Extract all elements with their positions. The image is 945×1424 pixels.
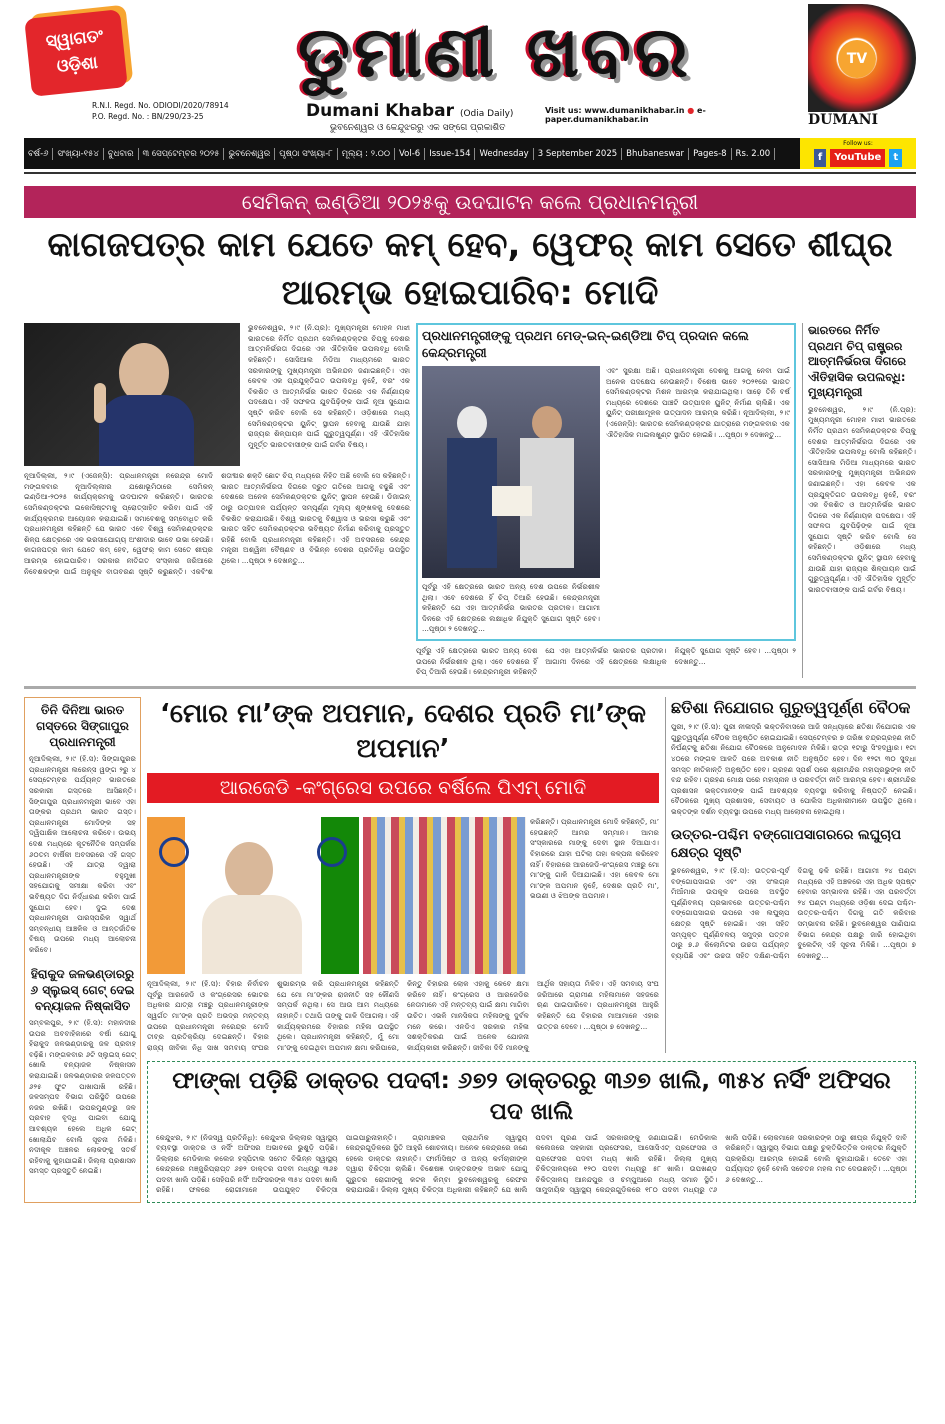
follow-label: Follow us:: [843, 140, 873, 147]
tv-logo-label: TV: [838, 40, 876, 78]
singapore-body: ନୂଆଦିଲ୍ଲୀ, ୨।୯ (ହି.ସ): ସିଙ୍ଗାପୁରର ପ୍ରଧାନମନ୍ତ୍ରୀ ଲରେନ୍ସ ୱଙ୍ଗ ୨ରୁ ୪ ସେପ୍ଟେମ୍ବର ପର୍ଯ୍ୟନ୍ତ ଭାରତରେ ସରକାରୀ ଗସ୍ତରେ ଆସିଛନ୍ତି। ସିଙ୍ଗାପୁର ପ୍ରଧାନମନ୍ତ୍ରୀ ଭାବେ ଏହା ତାଙ୍କର ପ୍ରଥମ ଭାରତ ଗସ୍ତ। ପ୍ରଧାନମନ୍ତ୍ରୀ ମୋଦିଙ୍କ ସହ ଦ୍ୱିପାକ୍ଷିକ ଆଲୋଚନା କରିବେ। ଉଭୟ ଦେଶ ମଧ୍ୟରେ କୂଟନୈତିକ ସମ୍ପର୍କର ୬୦ତମ ବାର୍ଷିକୀ ଅବସରରେ ଏହି ଗସ୍ତ ହେଉଛି। ଏହି ଯାତ୍ରା ଦ୍ୱାରା ପ୍ରଧାନମନ୍ତ୍ରୀଙ୍କ ବହୁମୁଖୀ ସହଯୋଗକୁ ସମୀକ୍ଷା କରିବା ଏବଂ ଭବିଷ୍ୟତ ଦିଗ ନିର୍ଦ୍ଧାରଣ କରିବା ପାଇଁ ସୁଯୋଗ ହେବ। ଦୁଇ ଦେଶ ପ୍ରଧାନମନ୍ତ୍ରୀ ପାରସ୍ପରିକ ସ୍ୱାର୍ଥ ସମ୍ବନ୍ଧୀୟ ଆଞ୍ଚଳିକ ଓ ଆନ୍ତର୍ଜାତିକ ବିଷୟ ଉପରେ ମଧ୍ୟ ଆଲୋଚନା କରିବେ।: [29, 754, 136, 954]
website-link[interactable]: Visit us: www.dumanikhabar.in: [545, 106, 685, 115]
epaper-link[interactable]: e-paper.dumanikhabar.in: [545, 106, 706, 124]
website-info: [545, 106, 805, 124]
english-title: Dumani Khabar: [306, 101, 455, 121]
chhatisa-headline: ଛତିଶା ନିଯୋଗର ଗୁରୁତ୍ୱପୂର୍ଣ୍ଣ ବୈଠକ: [671, 697, 911, 717]
facebook-icon[interactable]: f: [814, 149, 826, 167]
cm-chip-body: ଭୁବନେଶ୍ୱର, ୨।୯ (ନି.ପ୍ର): ମୁଖ୍ୟମନ୍ତ୍ରୀ ମୋହନ ମାଝୀ ଭାରତରେ ନିର୍ମିତ ପ୍ରଥମ ସେମିକଣ୍ଡକ୍ଟର ଚିପ୍‌କୁ ଦେଶର ଆତ୍ମନିର୍ଭରତା ଦିଗରେ ଏକ ଐତିହାସିକ ଉପଲବ୍ଧି ବୋଲି କହିଛନ୍ତି। ସୋସିଆଲ ମିଡିଆ ମାଧ୍ୟମରେ ଭାରତ ସରକାରଙ୍କୁ ମୁଖ୍ୟମନ୍ତ୍ରୀ ଅଭିନନ୍ଦନ ଜଣାଇଛନ୍ତି। ଏହା କେବଳ ଏକ ପ୍ରଯୁକ୍ତିଗତ ଉପଲବ୍ଧି ନୁହେଁ, ବରଂ ଏକ ବିକଶିତ ଓ ଆତ୍ମନିର୍ଭର ଭାରତ ଦିଗରେ ଏକ ନିର୍ଣ୍ଣାୟକ ପଦକ୍ଷେପ। ଏହି ସଫଳତା ଯୁବପିଢ଼ିଙ୍କ ପାଇଁ ନୂଆ ସୁଯୋଗ ସୃଷ୍ଟି କରିବ ବୋଲି ସେ କହିଛନ୍ତି। ଓଡ଼ିଶାରେ ମଧ୍ୟ ସେମିକଣ୍ଡକ୍ଟର ୟୁନିଟ୍ ସ୍ଥାପନ ହେବାକୁ ଯାଉଛି ଯାହା ରାଜ୍ୟର ଶିଳ୍ପାୟନ ପାଇଁ ଗୁରୁତ୍ୱପୂର୍ଣ୍ଣ। ଏହି ଐତିହାସିକ ମୁହୂର୍ତ୍ତ ଭାରତବାସୀଙ୍କ ପାଇଁ ଗର୍ବର ବିଷୟ।: [808, 404, 916, 594]
issue-info-item: ଭୁବନେଶ୍ୱର: [224, 148, 275, 160]
issue-info-item: Rs. 2.00: [732, 148, 776, 160]
english-name: [306, 101, 513, 121]
modi-headline: ‘ମୋର ମା’ଙ୍କ ଅପମାନ, ଦେଶର ପ୍ରତି ମା’ଙ୍କ ଅପମାନ’: [159, 698, 647, 764]
bullet-icon: ●: [687, 106, 695, 115]
english-subtitle: (Odia Daily): [459, 109, 514, 119]
chip-handover-photo: [422, 366, 600, 578]
chip-story-box: [416, 323, 796, 641]
modi-story: [147, 697, 659, 1054]
chip-story-column: [416, 323, 796, 678]
registration-info: [92, 100, 229, 122]
modi-subheadline: ଆରଜେଡି -କଂଗ୍ରେସ ଉପରେ ବର୍ଷିଲେ ପିଏମ୍ ମୋଦି: [147, 773, 659, 803]
section-divider: [24, 686, 916, 689]
right-news-column: [665, 697, 916, 1054]
lead-section: [24, 323, 916, 678]
welcome-odisha-logo: ସ୍ୱାଗତଂ ଓଡ଼ିଶା: [24, 9, 128, 97]
weather-body: ଭୁବନେଶ୍ୱର, ୨।୯ (ହି.ସ): ଉତ୍ତର-ପୂର୍ବ ବଙ୍ଗୋପସାଗର ଏବଂ ଏହା ସଂଲଗ୍ନ ମିଆଁମାର ଉପକୂଳ ଉପରେ ଅବସ୍ଥିତ ଘୂର୍ଣ୍ଣିବଳୟ ପ୍ରଭାବରେ ଉତ୍ତର-ପଶ୍ଚିମ ବଙ୍ଗୋପସାଗର ଉପରେ ଏକ ଲଘୁଚାପ କ୍ଷେତ୍ର ସୃଷ୍ଟି ହୋଇଛି। ଏହା ସହିତ ସମ୍ପୃକ୍ତ ଘୂର୍ଣ୍ଣିବଳୟ ସମୁଦ୍ର ପତ୍ତନ ଠାରୁ ୭.୬ କିଲୋମିଟର ଉଚ୍ଚତା ପର୍ଯ୍ୟନ୍ତ ବ୍ୟାପିଛି ଏବଂ ଉଚ୍ଚତା ସହିତ ଦକ୍ଷିଣ-ପଶ୍ଚିମ ଦିଗକୁ ଢଳି ରହିଛି। ଆଗାମୀ ୨୪ ଘଣ୍ଟା ମଧ୍ୟରେ ଏହି ଅଞ୍ଚଳରେ ଏହା ଅଧିକ ସ୍ପଷ୍ଟ ହେବାର ସମ୍ଭାବନା ରହିଛି। ଏହା ପରବର୍ତ୍ତୀ ୨୪ ଘଣ୍ଟା ମଧ୍ୟରେ ଓଡ଼ିଶା ଦେଇ ପଶ୍ଚିମ-ଉତ୍ତର-ପଶ୍ଚିମ ଦିଗକୁ ଗତି କରିବାର ସମ୍ଭାବନା ରହିଛି। ଭୁବନେଶ୍ୱର ପାଣିପାଗ ବିଭାଗ କେନ୍ଦ୍ର ପକ୍ଷରୁ ଜାରି ହୋଇଥିବା ବୁଲେଟିନ୍ ଏହି ସୂଚନା ମିଳିଛି। ...ପୃଷ୍ଠା ୭ ଦେଖନ୍ତୁ...: [671, 866, 916, 960]
po-number: P.O. Regd. No. : BN/290/23-25: [92, 112, 204, 121]
lead-article-body: ନୂଆଦିଲ୍ଲୀ, ୨।୯ (ଏଜେନ୍ସି): ପ୍ରଧାନମନ୍ତ୍ରୀ ନରେନ୍ଦ୍ର ମୋଦି ମଙ୍ଗଳବାର ନୂଆଦିଲ୍ଲୀର ଯଶୋଭୂମିଠାରେ ସେମିକନ୍ ଇଣ୍ଡିଆ-୨୦୨୫ କାର୍ଯ୍ୟକ୍ରମକୁ ଉଦଘାଟନ କରିଛନ୍ତି। ଭାରତର ସେମିକଣ୍ଡକ୍ଟର ଇକୋସିଷ୍ଟମକୁ ପ୍ରୋତ୍ସାହିତ କରିବା ପାଇଁ ଏହି କାର୍ଯ୍ୟକ୍ରମର ଆୟୋଜନ କରାଯାଇଛି। ସମାବେଶକୁ ସମ୍ବୋଧିତ କରି ପ୍ରଧାନମନ୍ତ୍ରୀ କହିଛନ୍ତି ଯେ ଭାରତ ଏବେ ବିଶ୍ୱ ସେମିକଣ୍ଡକ୍ଟର ଶିଳ୍ପ କ୍ଷେତ୍ରରେ ଏକ ଭରସାଯୋଗ୍ୟ ଅଂଶୀଦାର ଭାବେ ଉଭା ହେଉଛି। କାଗଜପତ୍ର କାମ ଯେତେ କମ୍ ହେବ, ୱେଫର୍ କାମ ସେତେ ଶୀଘ୍ର ଆରମ୍ଭ ହୋଇପାରିବ। ସରକାର ନୀତିଗତ ସଂସ୍କାର ଜରିଆରେ ନିବେଶକଙ୍କ ପାଇଁ ଅନୁକୂଳ ବାତାବରଣ ସୃଷ୍ଟି କରୁଛନ୍ତି। ଏକବିଂଶ ଶତାବ୍ଦୀର ଶକ୍ତି ଛୋଟ ଚିପ୍ ମଧ୍ୟରେ ନିହିତ ଅଛି ବୋଲି ସେ କହିଛନ୍ତି। ଭାରତ ଆତ୍ମନିର୍ଭରତା ଦିଗରେ ଦ୍ରୁତ ଗତିରେ ଆଗକୁ ବଢୁଛି ଏବଂ ଦେଶରେ ଅନେକ ସେମିକଣ୍ଡକ୍ଟର ୟୁନିଟ୍ ସ୍ଥାପନ ହେଉଛି। ଡିଜାଇନ୍ ଠାରୁ ଉତ୍ପାଦନ ପର୍ଯ୍ୟନ୍ତ ସମ୍ପୂର୍ଣ୍ଣ ମୂଲ୍ୟ ଶୃଙ୍ଖଳକୁ ଦେଶରେ ବିକଶିତ କରାଯାଉଛି। ବିଶ୍ୱ ଭାରତକୁ ବିଶ୍ୱାସ ଓ ଭରସା କରୁଛି ଏବଂ ଭାରତ ସହିତ ସେମିକଣ୍ଡକ୍ଟର ଭବିଷ୍ୟତ ନିର୍ମାଣ କରିବାକୁ ପ୍ରସ୍ତୁତ ରହିଛି ବୋଲି ପ୍ରଧାନମନ୍ତ୍ରୀ କହିଛନ୍ତି। ଏହି ଅବସରରେ କେନ୍ଦ୍ର ମନ୍ତ୍ରୀ ଅଶ୍ୱିନୀ ବୈଷ୍ଣବ ଓ ବିଭିନ୍ନ ଦେଶର ପ୍ରତିନିଧି ଉପସ୍ଥିତ ଥିଲେ। ...ପୃଷ୍ଠା ୨ ଦେଖନ୍ତୁ...: [24, 471, 410, 576]
modi-speech-photo: [24, 323, 240, 466]
chip-story-body-continued: ପୂର୍ବରୁ ଏହି କ୍ଷେତ୍ରରେ ଭାରତ ଅନ୍ୟ ଦେଶ ଉପରେ ନିର୍ଭରଶୀଳ ଥିଲା। ଏବେ ଦେଶରେ ହିଁ ଚିପ୍ ତିଆରି ହେଉଛି। କେନ୍ଦ୍ରମନ୍ତ୍ରୀ କହିଛନ୍ତି ଯେ ଏହା ଆତ୍ମନିର୍ଭର ଭାରତର ପ୍ରତୀକ। ଆଗାମୀ ଦିନରେ ଏହି କ୍ଷେତ୍ରରେ ଲକ୍ଷାଧିକ ନିଯୁକ୍ତି ସୁଯୋଗ ସୃଷ୍ଟି ହେବ। ...ପୃଷ୍ଠା ୨ ଦେଖନ୍ତୁ...: [422, 581, 600, 634]
issue-info-item: Vol-6: [395, 148, 425, 160]
hirakud-body: ସମ୍ବଲପୁର, ୨।୯ (ହି.ସ): ମହାନଦୀର ଉପର ଅବବାହିକାରେ ବର୍ଷା ଯୋଗୁ ହିରାକୁଦ ଜଳଭଣ୍ଡାରକୁ ଜଳ ପ୍ରବାହ ବଢ଼ିଛି। ମଙ୍ଗଳବାର ୬ଟି ସ୍ଲୁଇସ୍ ଗେଟ୍ ଖୋଲି ବନ୍ୟାଜଳ ନିଷ୍କାସନ କରାଯାଇଛି। ଜଳଭଣ୍ଡାରର ଜଳପତ୍ତନ ୬୨୫ ଫୁଟ ପାଖାପାଖି ରହିଛି। ଜଳସମ୍ପଦ ବିଭାଗ ପରିସ୍ଥିତି ଉପରେ ନଜର ରଖିଛି। ଉପରମୁଣ୍ଡରୁ ଜଳ ପ୍ରବାହ ବୃଦ୍ଧି ପାଇବା ଯୋଗୁ ଆବଶ୍ୟକ ହେଲେ ଅଧିକ ଗେଟ୍ ଖୋଲାଯିବ ବୋଲି ସୂଚନା ମିଳିଛି। ନଦୀକୂଳ ଅଞ୍ଚଳର ଲୋକଙ୍କୁ ସତର୍କ ରହିବାକୁ କୁହାଯାଇଛି। ଜିଲ୍ଲା ପ୍ରଶାସନ ସମସ୍ତ ପ୍ରସ୍ତୁତି ନେଇଛି।: [29, 1018, 136, 1176]
modi-body: ନୂଆଦିଲ୍ଲୀ, ୨।୯ (ହି.ସ): ବିହାର ନିର୍ବାଚନ ପୂର୍ବରୁ ଆରଜେଡି ଓ କଂଗ୍ରେସର ଭୋଟର ଅଧିକାର ଯାତ୍ରା ମଞ୍ଚରୁ ପ୍ରଧାନମନ୍ତ୍ରୀଙ୍କ ସ୍ୱର୍ଗତ ମା’ଙ୍କ ପ୍ରତି ଅଭଦ୍ର ମନ୍ତବ୍ୟ ଉପରେ ପ୍ରଧାନମନ୍ତ୍ରୀ ନରେନ୍ଦ୍ର ମୋଦି ତୀବ୍ର ପ୍ରତିକ୍ରିୟା ଦେଇଛନ୍ତି। ବିହାର ରାଜ୍ୟ ଜୀବିକା ନିଧି ସାଖ ସମବାୟ ସଂଘର ଶୁଭାରମ୍ଭ କରି ପ୍ରଧାନମନ୍ତ୍ରୀ କହିଛନ୍ତି ଯେ ମୋ ମା’ଙ୍କର ରାଜନୀତି ସହ କୌଣସି ସମ୍ପର୍କ ନଥିଲା। ସେ ଆଉ ଆମ ମଧ୍ୟରେ ନାହାନ୍ତି। ତଥାପି ତାଙ୍କୁ ଗାଳି ଦିଆଗଲା। ଏହି କାର୍ଯ୍ୟକ୍ରମରେ ବିହାରର ମହିଳା ଉପସ୍ଥିତ ଥିଲେ। ପ୍ରଧାନମନ୍ତ୍ରୀ କହିଛନ୍ତି, ମୁଁ ମୋ ମା’ଙ୍କୁ ଦେଇଥିବା ଅପମାନ କ୍ଷମା କରିପାରେ, କିନ୍ତୁ ବିହାରର ଲୋକ ଏହାକୁ କେବେ କ୍ଷମା କରିବେ ନାହିଁ। କଂଗ୍ରେସ ଓ ଆରଜେଡିର ନେତାମାନେ ଏହି ମନ୍ତବ୍ୟ ପାଇଁ କ୍ଷମା ମାଗିବା ଉଚିତ। ଏଭଳି ମାନସିକତା ମହିଳାଙ୍କୁ ଦୁର୍ବଳ ମନେ କରେ। ଏନଡିଏ ସରକାର ମହିଳା ସଶକ୍ତିକରଣ ପାଇଁ ଅନେକ ଯୋଜନା କାର୍ଯ୍ୟକାରୀ କରିଛନ୍ତି। ଜୀବିକା ଦିଦି ମାନଙ୍କୁ ଆର୍ଥିକ ସହାୟତା ମିଳିବ। ଏହି ସମବାୟ ସଂଘ ଜରିଆରେ ଗ୍ରାମୀଣ ମହିଳାମାନେ ସହଜରେ ଋଣ ପାଇପାରିବେ। ପ୍ରଧାନମନ୍ତ୍ରୀ ଆହୁରି କହିଛନ୍ତି ଯେ ବିହାରର ମାଆମାନେ ଏହାର ଉତ୍ତର ଦେବେ। ...ପୃଷ୍ଠା ୭ ଦେଖନ୍ତୁ...: [147, 979, 659, 1052]
newspaper-masthead: ଡୁମାଣୀ ଖବର: [298, 11, 692, 93]
chip-story-body: ଏବଂ ସୁରକ୍ଷା ଅଛି। ପ୍ରଧାନମନ୍ତ୍ରୀ ଦେଶକୁ ଆଗକୁ ନେବା ପାଇଁ ଅନେକ ପଦକ୍ଷେପ ନେଉଛନ୍ତି। ବିଶେଷ ଭାବେ ୨୦୨୧ରେ ଭାରତ ସେମିକଣ୍ଡକ୍ଟର ମିଶନ ଆରମ୍ଭ କରାଯାଇଥିଲା। ସାଢ଼େ ତିନି ବର୍ଷ ମଧ୍ୟରେ ଦେଶରେ ପାଞ୍ଚଟି ଉତ୍ପାଦନ ୟୁନିଟ୍ ନିର୍ମାଣ ଚାଲିଛି। ଏକ ୟୁନିଟ୍ ପରୀକ୍ଷାମୂଳକ ଉତ୍ପାଦନ ଆରମ୍ଭ କରିଛି। ନୂଆଦିଲ୍ଲୀ, ୨।୯ (ଏଜେନ୍ସି): ଭାରତର ସେମିକଣ୍ଡକ୍ଟର ଯାତ୍ରାରେ ମଙ୍ଗଳବାର ଏକ ଐତିହାସିକ ମାଇଲଖୁଣ୍ଟ ସ୍ଥାପିତ ହୋଇଛି। ...ପୃଷ୍ଠା ୨ ଦେଖନ୍ତୁ...: [606, 365, 790, 439]
issue-info-item: Wednesday: [475, 148, 533, 160]
doctors-headline: ଫାଙ୍କା ପଡ଼ିଛି ଡାକ୍ତର ପଦବୀ: ୬୭୨ ଡାକ୍ତରରୁ ୩୬୭ ଖାଲି, ୩୫୪ ନର୍ସିଂ ଅଫିସର ପଦ ଖାଲି: [172, 1068, 891, 1126]
follow-us-box: [800, 138, 916, 169]
modi-video-address-photo: [147, 817, 359, 974]
women-gathering-photo: [363, 817, 526, 974]
doctors-story-box: [147, 1061, 916, 1203]
chhatisa-body: ପୁରୀ, ୨।୯ (ହି.ସ): ପୁରୀ ନୀଳାଦ୍ରି ଭକ୍ତନିବାସରେ ଆଜି ସନ୍ଧ୍ୟାରେ ଛତିଶା ନିଯୋଗର ଏକ ଗୁରୁତ୍ୱପୂର୍ଣ୍ଣ ବୈଠକ ଅନୁଷ୍ଠିତ ହୋଇଯାଇଛି। ସେପ୍ଟେମ୍ବର ୭ ତାରିଖ ଚନ୍ଦ୍ରଗ୍ରହଣ ନୀତି ନିର୍ଘଣ୍ଟକୁ ଛତିଶା ନିଯୋଗ ବୈଠକରେ ଅନୁମୋଦନ ମିଳିଛି। ରାତ୍ର ୧ଟାରୁ ସିଂହଦ୍ୱାର। ୧ଟା ୪୦ରେ ମଙ୍ଗଳ ଆଳତି ପରେ ଅବକାଶ ନୀତି ଅନୁଷ୍ଠିତ ହେବ। ଦିନ ୧୨ଟା ୩୦ ସୁଦ୍ଧା ସମସ୍ତ ନୀତିକାନ୍ତି ଅନୁଷ୍ଠିତ ହେବ। ଗ୍ରହଣ ସ୍ପର୍ଶ ପରେ ଶ୍ରୀମନ୍ଦିର ମହାପ୍ରଭୁଙ୍କ ନୀତି ବନ୍ଦ ରହିବ। ଗ୍ରହଣ ମୋକ୍ଷ ପରେ ମହାସ୍ନାନ ଓ ପରବର୍ତ୍ତୀ ନୀତି ଆରମ୍ଭ ହେବ। ଶ୍ରୀମନ୍ଦିର ପ୍ରଶାସନ ଭକ୍ତମାନଙ୍କ ପାଇଁ ଆବଶ୍ୟକ ବ୍ୟବସ୍ଥା କରିବାକୁ ନିଷ୍ପତ୍ତି ନେଇଛି। ବୈଠକରେ ମୁଖ୍ୟ ପ୍ରଶାସକ, ସେବାୟତ ଓ ପୋଲିସ ଅଧିକାରୀମାନେ ଉପସ୍ଥିତ ଥିଲେ। ଭକ୍ତଙ୍କ ଦର୍ଶନ ବ୍ୟବସ୍ଥା ଉପରେ ମଧ୍ୟ ଆଲୋଚନା ହୋଇଥିଲା।: [671, 722, 916, 817]
issue-info-item: Pages-8: [689, 148, 731, 160]
hirakud-headline: ହିରାକୁଦ ଜଳଭଣ୍ଡାରରୁ ୬ ସ୍ଲୁଇସ୍ ଗେଟ୍ ଦେଇ ବନ୍ୟାଜଳ ନିଷ୍କାସିତ: [30, 966, 135, 1013]
issue-info-item: ପୃଷ୍ଠା ସଂଖ୍ୟା-୮: [275, 148, 337, 160]
issue-info-item: Bhubaneswar: [622, 148, 689, 160]
divider: [24, 172, 916, 174]
issue-info-item: ବୁଧବାର: [104, 148, 139, 160]
twitter-icon[interactable]: t: [889, 149, 902, 167]
cm-chip-column: [802, 323, 916, 678]
doctors-body: କେନ୍ଦୁଝର, ୨।୯ (ନିଜସ୍ୱ ପ୍ରତିନିଧି): କେନ୍ଦୁଝର ଜିଲ୍ଲାର ସ୍ୱାସ୍ଥ୍ୟ ବ୍ୟବସ୍ଥା ଡାକ୍ତର ଓ ନର୍ସିଂ ଅଫିସର ଅଭାବରେ ଭୁଶୁଡ଼ି ପଡ଼ିଛି। ଜିଲ୍ଲାର ମେଡିକାଲ କଲେଜ ହସ୍ପିଟାଲ ସମେତ ବିଭିନ୍ନ ସ୍ୱାସ୍ଥ୍ୟ କେନ୍ଦ୍ରରେ ମଞ୍ଜୁରିପ୍ରାପ୍ତ ୬୭୨ ଡାକ୍ତର ପଦବୀ ମଧ୍ୟରୁ ୩୬୭ ପଦବୀ ଖାଲି ପଡ଼ିଛି। ସେହିପରି ନର୍ସିଂ ଅଫିସରଙ୍କ ୩୫୪ ପଦବୀ ଖାଲି ରହିଛି। ଫଳରେ ରୋଗୀମାନେ ଉପଯୁକ୍ତ ଚିକିତ୍ସା ପାଇପାରୁନାହାନ୍ତି। ଗ୍ରାମାଞ୍ଚଳର ପ୍ରାଥମିକ ସ୍ୱାସ୍ଥ୍ୟ କେନ୍ଦ୍ରଗୁଡ଼ିକରେ ସ୍ଥିତି ଆହୁରି ଶୋଚନୀୟ। ଅନେକ କେନ୍ଦ୍ରରେ ଜଣେ ହେଲେ ଡାକ୍ତର ନାହାନ୍ତି। ଫାର୍ମାସିଷ୍ଟ ଓ ଅନ୍ୟ କର୍ମଚାରୀଙ୍କ ଦ୍ୱାରା ଚିକିତ୍ସା ଚାଲିଛି। ବିଶେଷଜ୍ଞ ଡାକ୍ତରଙ୍କ ଅଭାବ ଯୋଗୁ ଗୁରୁତର ରୋଗୀଙ୍କୁ କଟକ କିମ୍ବା ଭୁବନେଶ୍ୱରକୁ ରେଫର କରାଯାଉଛି। ଜିଲ୍ଲା ମୁଖ୍ୟ ଚିକିତ୍ସା ଅଧିକାରୀ କହିଛନ୍ତି ଯେ ଖାଲି ପଦବୀ ପୂରଣ ପାଇଁ ସରକାରଙ୍କୁ ଜଣାଯାଇଛି। ମେଡିକାଲ କଲେଜରେ ସହକାରୀ ପ୍ରଫେସର, ଆସୋସିଏଟ୍ ପ୍ରଫେସର ଓ ପ୍ରଫେସର ପଦବୀ ମଧ୍ୟ ଖାଲି ରହିଛି। ଜିଲ୍ଲା ମୁଖ୍ୟ ଚିକିତ୍ସାଳୟରେ ୧୨୦ ପଦବୀ ମଧ୍ୟରୁ ୫୮ ଖାଲି। ଉପଖଣ୍ଡ ଚିକିତ୍ସାଳୟ ଆନନ୍ଦପୁର ଓ ଚମ୍ପୁଆରେ ମଧ୍ୟ ସମାନ ସ୍ଥିତି। ସାମୁଦାୟିକ ସ୍ୱାସ୍ଥ୍ୟ କେନ୍ଦ୍ରଗୁଡ଼ିକରେ ୧୮୦ ପଦବୀ ମଧ୍ୟରୁ ୯୬ ଖାଲି ପଡ଼ିଛି। ଲୋକମାନେ ସରକାରଙ୍କ ଠାରୁ ଶୀଘ୍ର ନିଯୁକ୍ତି ଦାବି କରିଛନ୍ତି। ସ୍ୱାସ୍ଥ୍ୟ ବିଭାଗ ପକ୍ଷରୁ ଚୁକ୍ତିଭିତ୍ତିକ ଡାକ୍ତର ନିଯୁକ୍ତି ପ୍ରକ୍ରିୟା ଆରମ୍ଭ ହୋଇଛି ବୋଲି କୁହାଯାଉଛି। ତେବେ ଏହା ପର୍ଯ୍ୟାପ୍ତ ନୁହେଁ ବୋଲି ସଚେତନ ମହଲ ମତ ଦେଉଛନ୍ତି। ...ପୃଷ୍ଠା ୬ ଦେଖନ୍ତୁ...: [156, 1132, 907, 1195]
lead-banner: ସେମିକନ୍ ଇଣ୍ଡିଆ ୨୦୨୫କୁ ଉଦଘାଟନ କଲେ ପ୍ରଧାନମନ୍ତ୍ରୀ: [24, 186, 916, 218]
lead-article-continued: ଭୁବନେଶ୍ୱର, ୨।୯ (ନି.ପ୍ର): ମୁଖ୍ୟମନ୍ତ୍ରୀ ମୋହନ ମାଝୀ ଭାରତରେ ନିର୍ମିତ ପ୍ରଥମ ସେମିକଣ୍ଡକ୍ଟର ଚିପ୍‌କୁ ଦେଶର ଆତ୍ମନିର୍ଭରତା ଦିଗରେ ଏକ ଐତିହାସିକ ଉପଲବ୍ଧି ବୋଲି କହିଛନ୍ତି। ସୋସିଆଲ ମିଡିଆ ମାଧ୍ୟମରେ ଭାରତ ସରକାରଙ୍କୁ ମୁଖ୍ୟମନ୍ତ୍ରୀ ଅଭିନନ୍ଦନ ଜଣାଇଛନ୍ତି। ଏହା କେବଳ ଏକ ପ୍ରଯୁକ୍ତିଗତ ଉପଲବ୍ଧି ନୁହେଁ, ବରଂ ଏକ ବିକଶିତ ଓ ଆତ୍ମନିର୍ଭର ଭାରତ ଦିଗରେ ଏକ ନିର୍ଣ୍ଣାୟକ ପଦକ୍ଷେପ। ଏହି ସଫଳତା ଯୁବପିଢ଼ିଙ୍କ ପାଇଁ ନୂଆ ସୁଯୋଗ ସୃଷ୍ଟି କରିବ ବୋଲି ସେ କହିଛନ୍ତି। ଓଡ଼ିଶାରେ ମଧ୍ୟ ସେମିକଣ୍ଡକ୍ଟର ୟୁନିଟ୍ ସ୍ଥାପନ ହେବାକୁ ଯାଉଛି ଯାହା ରାଜ୍ୟର ଶିଳ୍ପାୟନ ପାଇଁ ଗୁରୁତ୍ୱପୂର୍ଣ୍ଣ। ଏହି ଐତିହାସିକ ମୁହୂର୍ତ୍ତ ଭାରତବାସୀଙ୍କ ପାଇଁ ଗର୍ବର ବିଷୟ।: [248, 323, 410, 449]
cm-chip-headline: ଭାରତରେ ନିର୍ମିତ ପ୍ରଥମ ଚିପ୍ ରାଷ୍ଟ୍ରର ଆତ୍ମନିର୍ଭରତା ଦିଗରେ ଐତିହାସିକ ଉପଲବ୍ଧି: ମୁଖ୍ୟମନ୍ତ୍ରୀ: [808, 323, 906, 400]
issue-info-item: ସଂଖ୍ୟା-୧୫୪: [53, 148, 103, 160]
issue-info-item: ୩ ସେପ୍ଟେମ୍ବର ୨୦୨୫: [139, 148, 225, 160]
second-section: [24, 697, 916, 1203]
lead-article: [24, 323, 410, 678]
singapore-headline: ତିନି ଦିନିଆ ଭାରତ ଗସ୍ତରେ ସିଙ୍ଗାପୁର ପ୍ରଧାନମନ୍ତ୍ରୀ: [36, 702, 129, 750]
issue-info-row: [24, 138, 916, 169]
weather-headline: ଉତ୍ତର-ପଶ୍ଚିମ ବଙ୍ଗୋପସାଗରରେ ଲଘୁଚାପ କ୍ଷେତ୍ର ସୃଷ୍ଟି: [671, 826, 902, 861]
issue-info-bar: [24, 138, 800, 169]
chip-story-headline: ପ୍ରଧାନମନ୍ତ୍ରୀଙ୍କୁ ପ୍ରଥମ ମେଡ୍-ଇନ୍-ଇଣ୍ଡିଆ ଚିପ୍ ପ୍ରଦାନ କଲେ କେନ୍ଦ୍ରମନ୍ତ୍ରୀ: [422, 328, 749, 361]
youtube-icon[interactable]: YouTube: [830, 149, 885, 167]
issue-info-item: ବର୍ଷ-୬: [24, 148, 53, 160]
left-news-column: [24, 697, 141, 1203]
publication-note: ଭୁବନେଶ୍ୱର ଓ କେନ୍ଦୁଝରରୁ ଏକ ସଙ୍ଗେ ପ୍ରକାଶିତ: [330, 123, 506, 133]
issue-info-item: Issue-154: [425, 148, 475, 160]
modi-body-top: କରିଛନ୍ତି। ପ୍ରଧାନମନ୍ତ୍ରୀ ମୋଦି କହିଛନ୍ତି, ମା’ ହେଉଛନ୍ତି ଆମର ସମ୍ମାନ। ଆମର ସଂସ୍କାରରେ ମାଙ୍କୁ ଦେବୀ ସ୍ଥାନ ଦିଆଯାଏ। ବିହାରରେ ଯାହା ଘଟିଲା ତାହା କଳ୍ପନା କରିହେବ ନାହିଁ। ବିହାରରେ ଆରଜେଡି-କଂଗ୍ରେସ ମଞ୍ଚରୁ ମୋ ମା’ଙ୍କୁ ଗାଳି ଦିଆଯାଇଛି। ଏହା କେବଳ ମୋ ମା’ଙ୍କ ଅପମାନ ନୁହେଁ, ଦେଶର ପ୍ରତି ମା’, ଭଉଣୀ ଓ ଝିଅଙ୍କ ଅପମାନ।: [530, 817, 659, 901]
masthead: [24, 0, 916, 138]
dumani-brand: DUMANI: [808, 112, 879, 128]
chip-story-more: ପୂର୍ବରୁ ଏହି କ୍ଷେତ୍ରରେ ଭାରତ ଅନ୍ୟ ଦେଶ ଉପରେ ନିର୍ଭରଶୀଳ ଥିଲା। ଏବେ ଦେଶରେ ହିଁ ଚିପ୍ ତିଆରି ହେଉଛି। କେନ୍ଦ୍ରମନ୍ତ୍ରୀ କହିଛନ୍ତି ଯେ ଏହା ଆତ୍ମନିର୍ଭର ଭାରତର ପ୍ରତୀକ। ଆଗାମୀ ଦିନରେ ଏହି କ୍ଷେତ୍ରରେ ଲକ୍ଷାଧିକ ନିଯୁକ୍ତି ସୁଯୋଗ ସୃଷ୍ଟି ହେବ। ...ପୃଷ୍ଠା ୨ ଦେଖନ୍ତୁ...: [416, 645, 796, 677]
issue-info-item: 3 September 2025: [534, 148, 622, 160]
issue-info-item: ମୂଲ୍ୟ : ୨.୦୦: [338, 148, 395, 160]
rni-number: R.N.I. Regd. No. ODIODI/2020/78914: [92, 101, 229, 110]
lead-headline: କାଗଜପତ୍ର କାମ ଯେତେ କମ୍ ହେବ, ୱେଫର୍ କାମ ସେତେ ଶୀଘ୍ର ଆରମ୍ଭ ହୋଇପାରିବ: ମୋଦି: [47, 225, 893, 313]
